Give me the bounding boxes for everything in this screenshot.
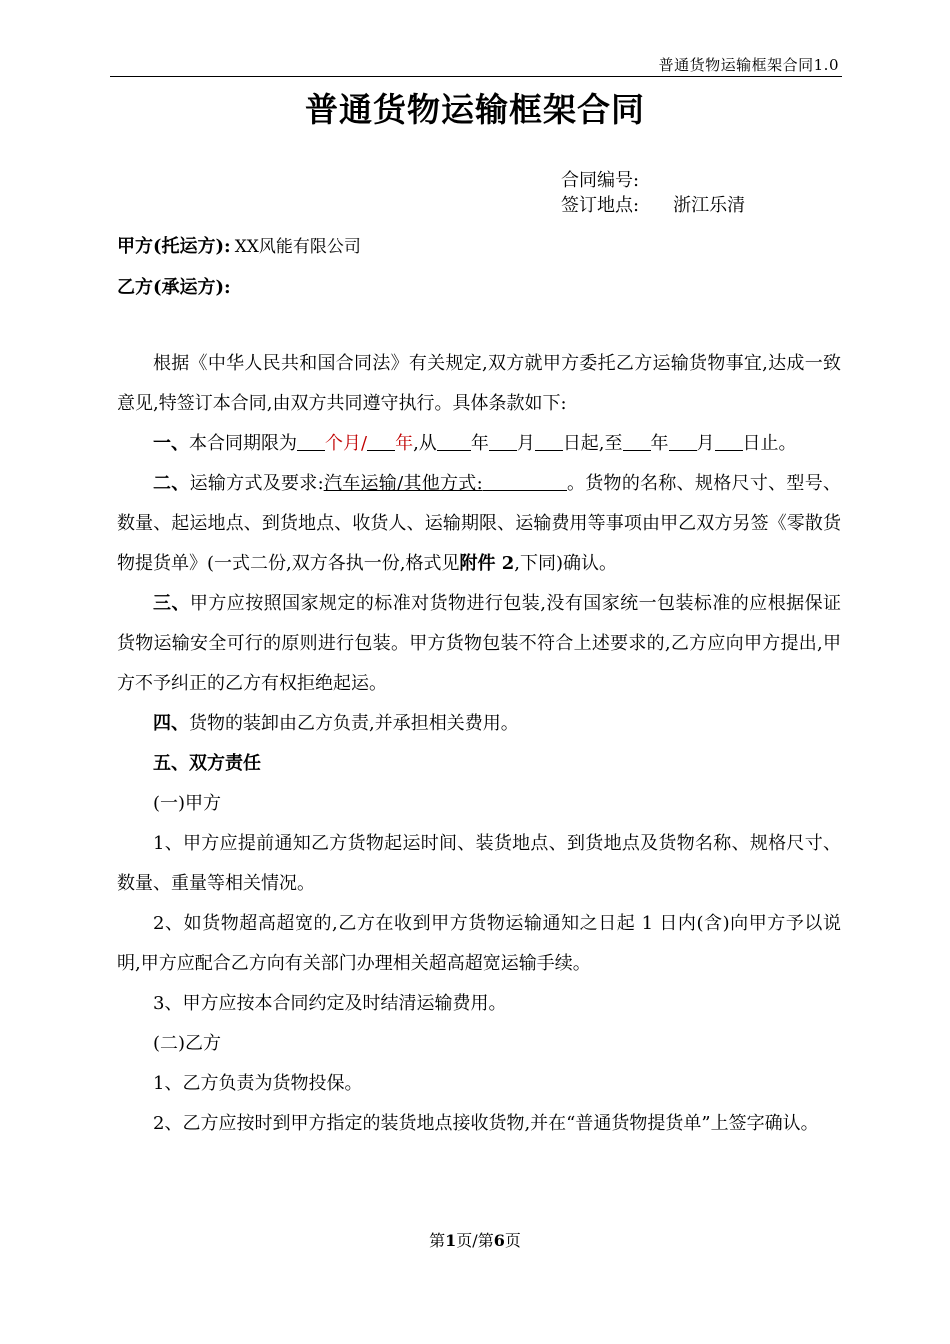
intro-paragraph: 根据《中华人民共和国合同法》有关规定,双方就甲方委托乙方运输货物事宜,达成一致意见,特签订本合同,由双方共同遵守执行。具体条款如下: (117, 353, 841, 414)
party-a-duty-1: 1、甲方应提前通知乙方货物起运时间、装货地点、到货地点及货物名称、规格尺寸、数量、重量等相关情况。 (117, 833, 841, 894)
blank-field (535, 428, 563, 451)
blank-field (483, 468, 567, 491)
blank-field (715, 428, 743, 451)
clause-3 (117, 584, 841, 704)
clause-1-end-label: 日止。 (742, 433, 797, 454)
blank-field (489, 428, 517, 451)
clause-5-heading: 五、双方责任 (153, 753, 261, 774)
clause-1-month-option: 个月/ (325, 433, 368, 454)
transport-mode-field: 汽车运输/其他方式: (323, 473, 483, 494)
footer-prefix: 第 (429, 1231, 446, 1250)
clause-4-text: 货物的装卸由乙方负责,并承担相关费用。 (189, 713, 519, 734)
party-b-row (117, 273, 231, 299)
document-title: 普通货物运输框架合同 (305, 90, 645, 129)
clause-2-text: 运输方式及要求: (189, 473, 324, 494)
contract-number-label: 合同编号: (561, 170, 640, 191)
clause-4-number: 四、 (153, 713, 189, 734)
page-footer (0, 1228, 950, 1251)
party-b-duty-1: 1、乙方负责为货物投保。 (153, 1073, 363, 1094)
party-a-duties-heading: (一)甲方 (153, 793, 222, 814)
blank-field (297, 428, 325, 451)
current-page-number: 1 (445, 1231, 457, 1250)
party-b-duties-heading: (二)乙方 (153, 1033, 222, 1054)
total-page-count: 6 (493, 1231, 505, 1250)
blank-field (437, 428, 471, 451)
sign-place-label: 签订地点: (561, 195, 640, 216)
clause-2-text-b: 。货物的名称、规格尺寸、型号、数量、起运地点、到货地点、收货人、运输期限、运输费用等事项由甲乙双方另签《零散货物提货单》(一式二份,双方各执一份,格式见 (117, 473, 841, 574)
party-b-duty-2: 2、乙方应按时到甲方指定的装货地点接收货物,并在“普通货物提货单”上签字确认。 (153, 1113, 819, 1134)
clause-1-start-label: 日起,至 (562, 433, 623, 454)
clause-1-number: 一、 (153, 433, 189, 454)
sign-place-value: 浙江乐清 (673, 195, 746, 216)
clause-1-year-label-2: 年 (650, 433, 669, 454)
footer-suffix: 页 (504, 1231, 521, 1250)
party-a-duty-3: 3、甲方应按本合同约定及时结清运输费用。 (153, 993, 507, 1014)
clause-1-year-option: 年 (395, 433, 414, 454)
clause-2-text-c: ,下同)确认。 (514, 553, 618, 574)
party-a-duty-2: 2、如货物超高超宽的,乙方在收到甲方货物运输通知之日起 1 日内(含)向甲方予以说明,甲方应配合乙方向有关部门办理相关超高超宽运输手续。 (117, 913, 841, 974)
party-a-value: XX风能有限公司 (234, 237, 361, 257)
blank-field (669, 428, 697, 451)
clause-1 (117, 424, 841, 464)
running-header: 普通货物运输框架合同1.0 (658, 56, 839, 74)
footer-middle: 页/第 (456, 1231, 494, 1250)
clause-1-month-label-2: 月 (696, 433, 715, 454)
clause-1-month-label: 月 (516, 433, 535, 454)
party-a-row (117, 232, 361, 258)
clause-3-number: 三、 (153, 593, 190, 614)
clause-2-number: 二、 (153, 473, 190, 494)
party-b-label: 乙方(承运方): (117, 277, 231, 298)
attachment-reference: 附件 2 (459, 553, 515, 574)
contract-number-row (561, 166, 639, 192)
clause-1-from: ,从 (413, 433, 437, 454)
header-divider (110, 76, 842, 77)
clause-2 (117, 464, 841, 584)
clause-3-text: 甲方应按照国家规定的标准对货物进行包装,没有国家统一包装标准的应根据保证货物运输安全可行的原则进行包装。甲方货物包装不符合上述要求的,乙方应向甲方提出,甲方不予纠正的乙方有权拒绝起运。 (117, 593, 842, 694)
blank-field (623, 428, 651, 451)
clause-1-year-label: 年 (470, 433, 489, 454)
contract-body (117, 344, 841, 1144)
clause-4 (117, 704, 841, 744)
blank-field (367, 428, 395, 451)
party-a-label: 甲方(托运方): (117, 236, 231, 257)
clause-1-text: 本合同期限为 (189, 433, 297, 454)
sign-place-row (561, 191, 745, 217)
